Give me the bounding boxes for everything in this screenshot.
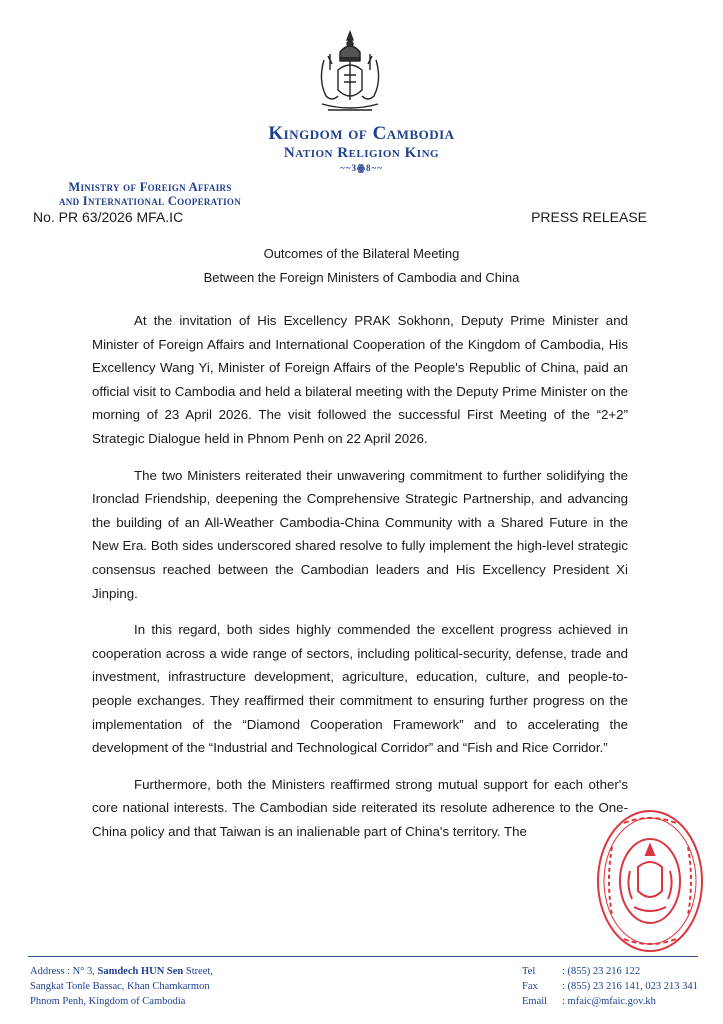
national-motto: Nation Religion King [283,145,440,161]
ministry-seal-icon [594,807,706,955]
release-title-line1: Outcomes of the Bilateral Meeting [263,246,460,261]
contact-tel [522,964,717,979]
email-value: : mfaic@mfaic.gov.kh [562,996,656,1007]
address-street-suffix: Street, [183,966,214,977]
ministry-name-line1: Ministry of Foreign Affairs [68,180,232,194]
body-paragraph: At the invitation of His Excellency PRAK Sokhonn, Deputy Prime Minister and Minister of Foreign Affairs and International Cooperation of the Kingdom of Cambodia, His Excellency Wang Yi, Minister of Foreign Affairs of the People's Republic of China, paid an official visit to Cambodia and held a bilateral meeting with the Deputy Prime Minister on the morning of 23 April 2026. The visit followed the successful First Meeting of the “2+2” Strategic Dialogue held in Phnom Penh on 22 April 2026. [92,313,628,446]
contact-email [522,994,717,1009]
address-line2: Sangkat Tonle Bassac, Khan Chamkarmon [30,981,210,992]
kingdom-title: Kingdom of Cambodia [268,123,455,144]
reference-number: No. PR 63/2026 MFA.IC [33,209,184,225]
release-title-line2: Between the Foreign Ministers of Cambodia and China [203,270,520,285]
motto-ornament: ~~3ꙮ8~~ [340,163,383,173]
document-type: PRESS RELEASE [531,209,647,225]
address-prefix: Address : N° 3, [30,966,98,977]
fax-value: : (855) 23 216 141, 023 213 341 [562,981,698,992]
contact-fax [522,979,717,994]
ministry-name-line2: and International Cooperation [58,194,242,208]
email-label: Email [522,996,548,1007]
body-paragraph: The two Ministers reiterated their unwavering commitment to further solidifying the Ironclad Friendship, deepening the Comprehensive Strategic Partnership, and advancing the building of an All-Weather Cambodia-China Community with a Shared Future in the New Era. Both sides underscored shared resolve to fully implement the high-level strategic consensus reached between the Cambodian leaders and His Excellency President Xi Jinping. [92,467,628,601]
footer-address [30,964,330,1009]
address-street-name: Samdech HUN Sen [97,966,184,977]
body-paragraph: In this regard, both sides highly commended the excellent progress achieved in cooperation across a wide range of sectors, including political-security, defense, trade and investment, infrastructure development, agriculture, education, culture, and people-to-people exchanges. They reaffirmed their commitment to ensuring further progress on the implementation of the “Diamond Cooperation Framework” and to accelerating the development of the “Industrial and Technological Corridor” and “Fish and Rice Corridor.” [92,622,628,756]
release-body [92,309,628,856]
footer-divider [28,956,698,957]
footer-contacts [522,964,717,1009]
address-line1 [30,964,330,979]
address-line3: Phnom Penh, Kingdom of Cambodia [30,996,186,1007]
tel-value: : (855) 23 216 122 [562,966,641,977]
royal-arms-icon [310,30,390,116]
body-paragraph: Furthermore, both the Ministers reaffirmed strong mutual support for each other's core national interests. The Cambodian side reiterated its resolute adherence to the One-China policy and that Taiwan is an inalienable part of China's territory. The [92,776,628,839]
fax-label: Fax [522,981,538,992]
tel-label: Tel [522,966,536,977]
